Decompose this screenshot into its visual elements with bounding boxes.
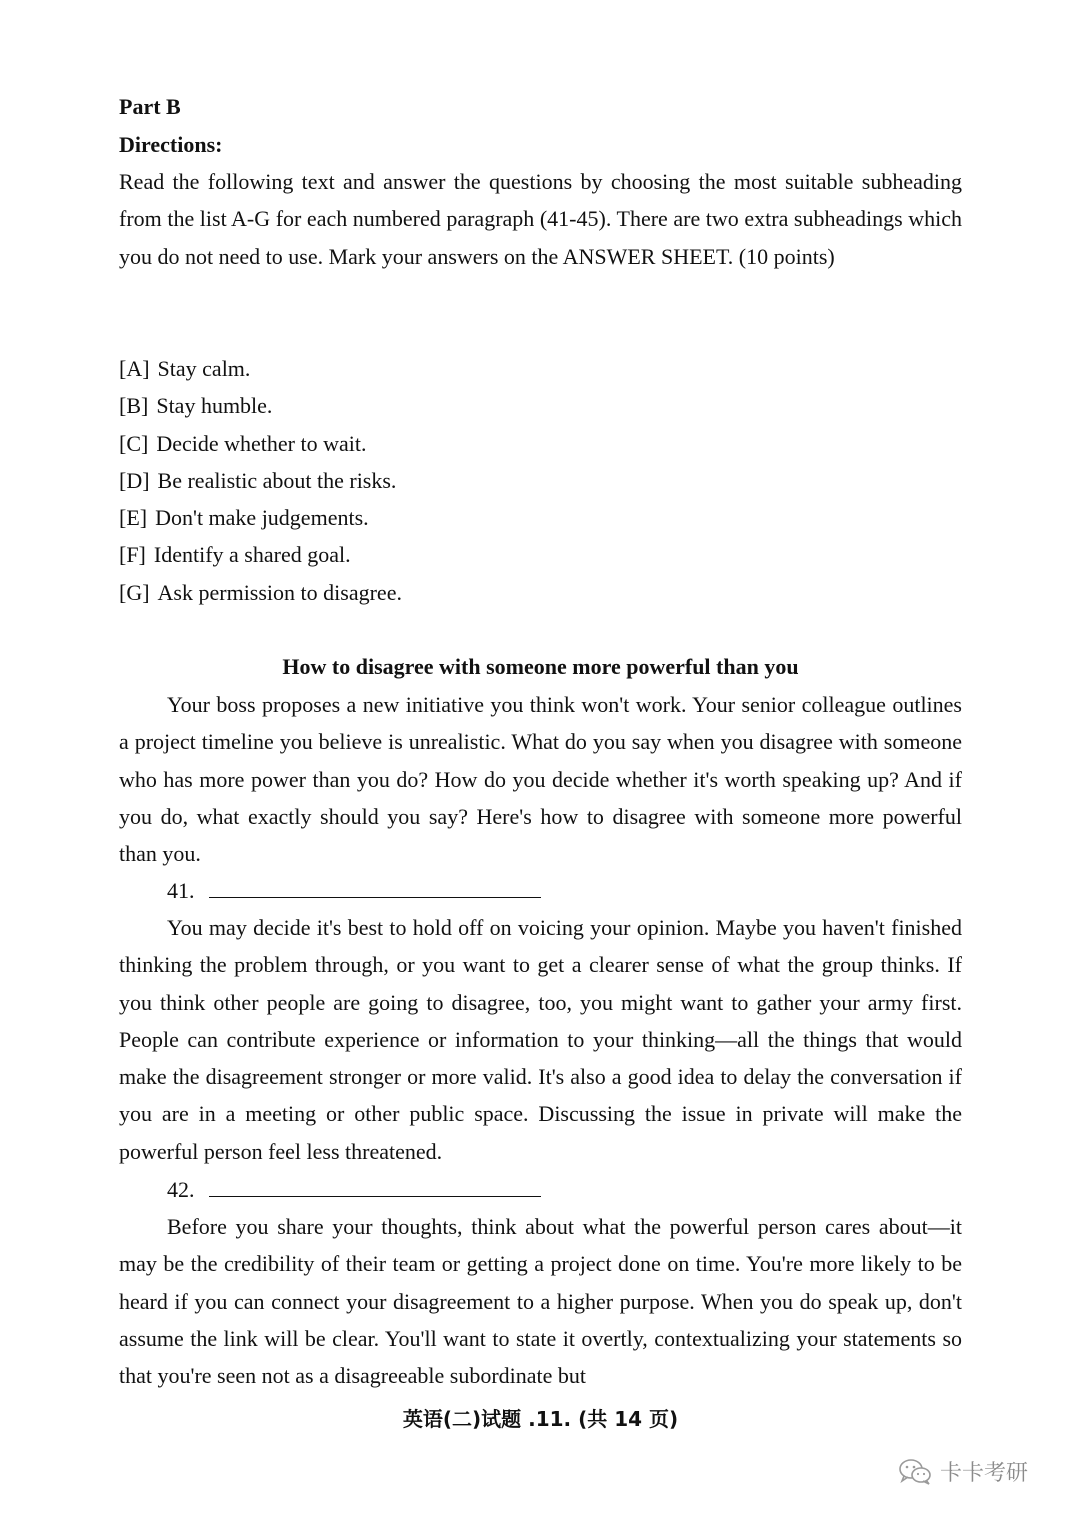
article-title: How to disagree with someone more powerful than you	[282, 654, 799, 679]
watermark-text: 卡卡考研	[940, 1461, 1029, 1486]
option-letter: [E]	[119, 505, 148, 531]
wechat-icon	[898, 1458, 932, 1486]
option-text: Ask permission to disagree.	[157, 579, 402, 605]
page-footer: 英语(二)试题 .11. (共 14 页)	[402, 1407, 679, 1431]
article-intro-paragraph: Your boss proposes a new initiative you think won't work. Your senior colleague outlines a project timeline you believe is unrealistic. What do you say when you disagree with someone who has more power than you do? How do you decide whether it's worth speaking up? And if you do, what exactly should you say? Here's how to disagree with someone more powerful than you.	[119, 692, 962, 867]
question-42-blank	[167, 1171, 541, 1208]
option-letter: [C]	[119, 430, 149, 456]
option-f	[119, 536, 402, 573]
part-heading: Part B	[119, 94, 181, 119]
option-text: Stay humble.	[156, 393, 273, 419]
directions-heading: Directions:	[119, 132, 223, 157]
option-letter: [D]	[119, 467, 150, 493]
option-text: Identify a shared goal.	[153, 542, 351, 568]
question-41-blank	[167, 872, 541, 909]
option-letter: [F]	[119, 542, 146, 568]
directions-text: Read the following text and answer the questions by choosing the most suitable subheading from the list A-G for each numbered paragraph (41-45). There are two extra subheadings which you do not need to use. Mark your answers on the ANSWER SHEET. (10 points)	[119, 169, 962, 269]
option-letter: [G]	[119, 579, 150, 605]
option-d	[119, 462, 402, 499]
question-number: 41.	[167, 878, 195, 903]
option-text: Be realistic about the risks.	[157, 467, 397, 493]
option-a	[119, 350, 402, 387]
answer-blank-line	[209, 1180, 541, 1197]
paragraph-41: You may decide it's best to hold off on voicing your opinion. Maybe you haven't finished thinking the problem through, or you want to get a clearer sense of what the group thinks. If you think other people are going to disagree, too, you might want to gather your army first. People can contribute experience or information to your thinking—all the things that would make the disagreement stronger or more valid. It's also a good idea to delay the conversation if you are in a meeting or other public space. Discussing the issue in private will make the powerful person feel less threatened.	[119, 915, 962, 1164]
option-text: Don't make judgements.	[155, 505, 369, 531]
option-text: Stay calm.	[157, 356, 251, 381]
option-letter: [B]	[119, 393, 149, 419]
option-b	[119, 387, 402, 424]
subheading-options	[119, 350, 402, 611]
option-text: Decide whether to wait.	[156, 430, 367, 456]
watermark	[898, 1456, 1028, 1487]
answer-blank-line	[209, 881, 541, 898]
option-e	[119, 499, 402, 536]
question-number: 42.	[167, 1177, 195, 1202]
option-letter: [A]	[119, 356, 150, 381]
option-c	[119, 425, 402, 462]
paragraph-42: Before you share your thoughts, think about what the powerful person cares about—it may be the credibility of their team or getting a project done on time. You're more likely to be heard if you can connect your disagreement to a higher purpose. When you do speak up, don't assume the link will be clear. You'll want to state it overtly, contextualizing your statements so that you're seen not as a disagreeable subordinate but	[119, 1214, 962, 1389]
option-g	[119, 574, 402, 611]
